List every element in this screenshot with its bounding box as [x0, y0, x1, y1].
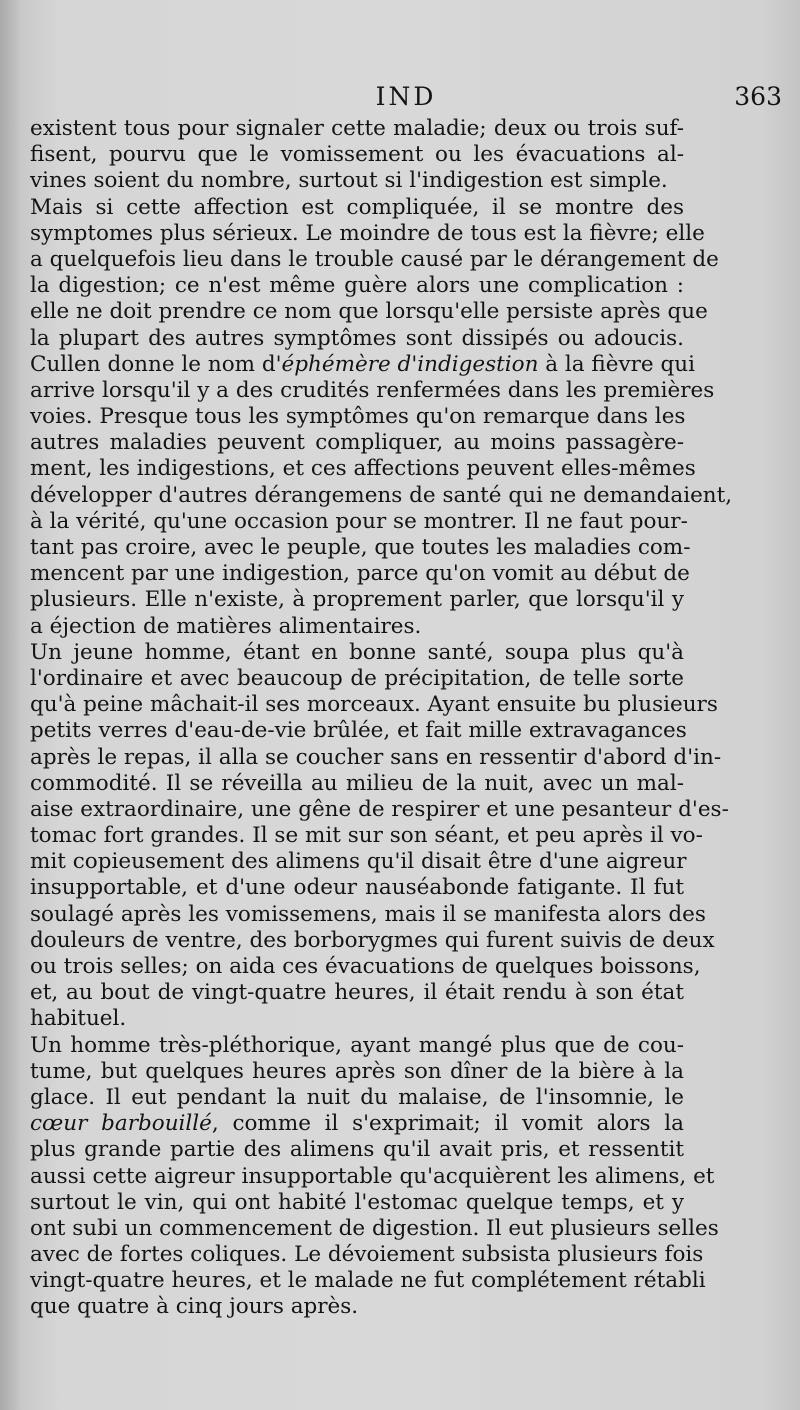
- text-line: plusieurs. Elle n'existe, à proprement parler, que lorsqu'il y: [30, 587, 684, 613]
- text-line: insupportable, et d'une odeur nauséabonde fatigante. Il fut: [30, 875, 684, 901]
- text-line: Mais si cette affection est compliquée, il se montre des: [30, 194, 684, 220]
- text-line: elle ne doit prendre ce nom que lorsqu'elle persiste après que: [30, 299, 708, 325]
- text-line: ment, les indigestions, et ces affections peuvent elles-mêmes: [30, 456, 696, 482]
- page-header: [30, 82, 782, 116]
- text-line: Un homme très-pléthorique, ayant mangé plus que de cou-: [30, 1032, 684, 1058]
- text-line: mencent par une indigestion, parce qu'on vomit au début de: [30, 561, 690, 587]
- text-line: Un jeune homme, étant en bonne santé, soupa plus qu'à: [30, 639, 684, 665]
- text-line: fisent, pourvu que le vomissement ou les évacuations al-: [30, 142, 684, 168]
- text-line: soulagé après les vomissemens, mais il se manifesta alors des: [30, 901, 706, 927]
- text-line: surtout le vin, qui ont habité l'estomac quelque temps, et y: [30, 1189, 684, 1215]
- text-line: [30, 351, 695, 378]
- text-line: à la vérité, qu'une occasion pour se montrer. Il ne faut pour-: [30, 508, 688, 534]
- text-run: Cullen donne le nom d': [30, 351, 282, 377]
- text-line: autres maladies peuvent compliquer, au moins passagère-: [30, 430, 684, 456]
- italic-phrase: cœur barbouillé: [30, 1111, 212, 1137]
- body-text: [30, 116, 733, 1321]
- text-line: vingt-quatre heures, et le malade ne fut complétement rétabli: [30, 1268, 706, 1294]
- text-line: symptomes plus sérieux. Le moindre de tous est la fièvre; elle: [30, 220, 705, 246]
- text-line: plus grande partie des alimens qu'il avait pris, et ressentit: [30, 1137, 684, 1163]
- page-number: 363: [734, 82, 782, 111]
- text-line: existent tous pour signaler cette maladie; deux ou trois suf-: [30, 116, 684, 141]
- text-line: l'ordinaire et avec beaucoup de précipitation, de telle sorte: [30, 665, 684, 691]
- text-line: arrive lorsqu'il y a des crudités renfermées dans les premières: [30, 377, 715, 403]
- text-line: que quatre à cinq jours après.: [30, 1294, 359, 1320]
- text-line: tomac fort grandes. Il se mit sur son séant, et peu après il vo-: [30, 823, 703, 849]
- text-line: la digestion; ce n'est même guère alors une complication :: [30, 273, 684, 299]
- text-line: petits verres d'eau-de-vie brûlée, et fait mille extravagances: [30, 718, 687, 744]
- text-line: tant pas croire, avec le peuple, que toutes les maladies com-: [30, 535, 691, 560]
- text-line: avec de fortes coliques. Le dévoiement subsista plusieurs fois: [30, 1242, 704, 1268]
- text-line: tume, but quelques heures après son dîner de la bière à la: [30, 1058, 684, 1084]
- italic-phrase: éphémère d'indigestion: [281, 351, 539, 377]
- text-run: , comme il s'exprimait; il vomit alors la: [211, 1111, 684, 1137]
- text-line: après le repas, il alla se coucher sans en ressentir d'abord d'in-: [30, 744, 722, 770]
- text-line: ont subi un commencement de digestion. Il eut plusieurs selles: [30, 1215, 719, 1241]
- text-line: a quelquefois lieu dans le trouble causé par le dérangement de: [30, 246, 719, 272]
- text-line: qu'à peine mâchait-il ses morceaux. Ayant ensuite bu plusieurs: [30, 692, 718, 718]
- text-line: aise extraordinaire, une gêne de respirer et une pesanteur d'es-: [30, 796, 729, 822]
- text-line: vines soient du nombre, surtout si l'indigestion est simple.: [30, 168, 668, 194]
- text-line: habituel.: [30, 1006, 127, 1032]
- text-line: la plupart des autres symptômes sont dissipés ou adoucis.: [30, 325, 684, 351]
- text-line: et, au bout de vingt-quatre heures, il était rendu à son état: [30, 980, 684, 1006]
- text-line: commodité. Il se réveilla au milieu de la nuit, avec un mal-: [30, 770, 684, 796]
- text-run: à la fièvre qui: [538, 351, 695, 377]
- text-line: ou trois selles; on aida ces évacuations de quelques boissons,: [30, 954, 701, 979]
- text-line: [30, 1111, 684, 1137]
- running-head: IND: [375, 82, 437, 111]
- text-line: mit copieusement des alimens qu'il disait être d'une aigreur: [30, 849, 687, 875]
- text-line: aussi cette aigreur insupportable qu'acquièrent les alimens, et: [30, 1163, 715, 1189]
- text-line: voies. Presque tous les symptômes qu'on remarque dans les: [30, 404, 686, 430]
- text-line: douleurs de ventre, des borborygmes qui furent suivis de deux: [30, 927, 715, 953]
- text-line: glace. Il eut pendant la nuit du malaise, de l'insomnie, le: [30, 1084, 684, 1110]
- text-line: développer d'autres dérangemens de santé qui ne demandaient,: [30, 482, 733, 508]
- text-line: a éjection de matières alimentaires.: [30, 613, 422, 639]
